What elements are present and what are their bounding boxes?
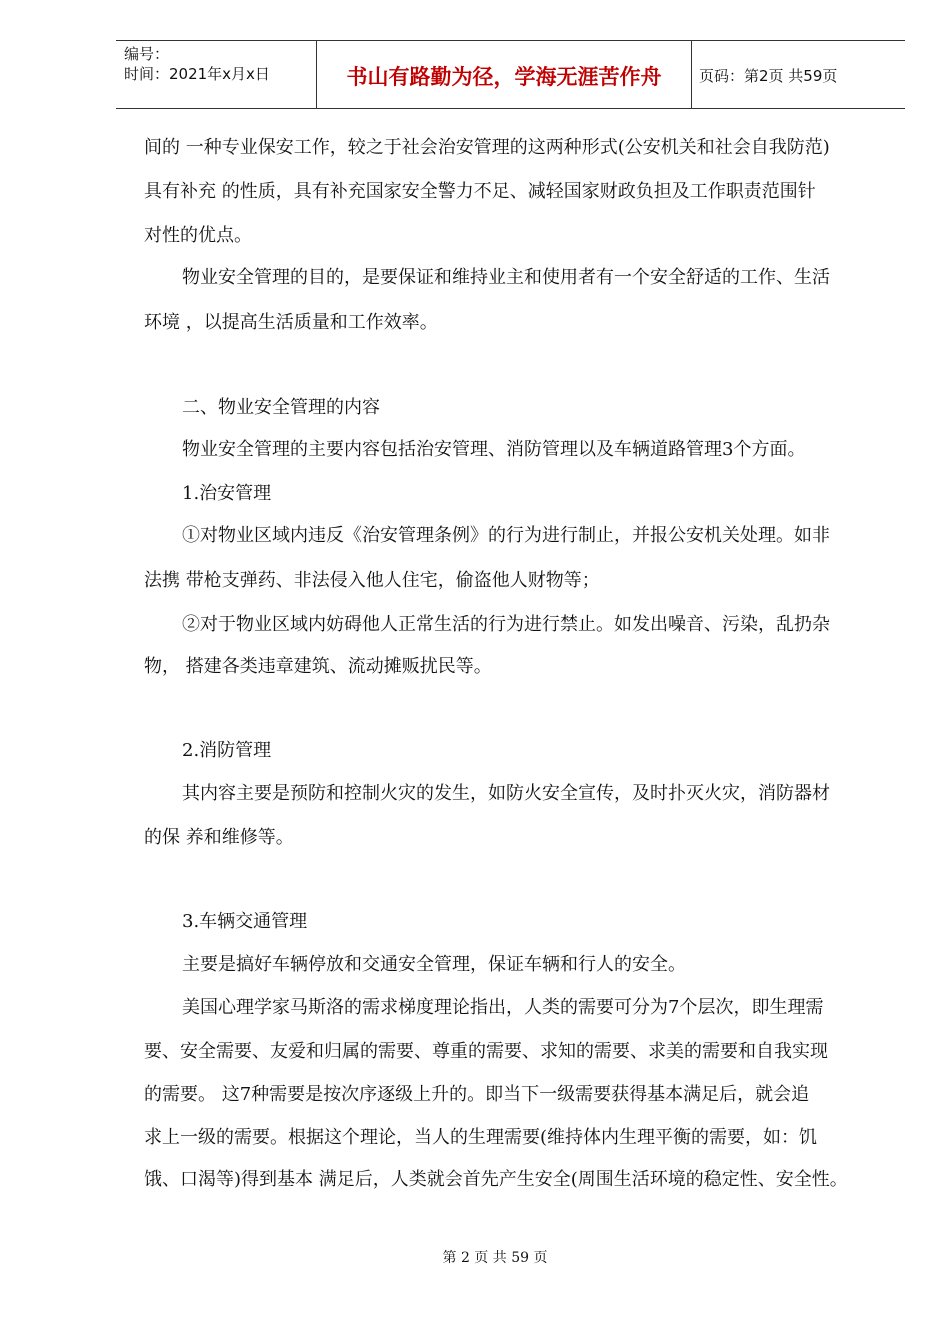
footer-page-number: 第 2 页 共 59 页	[442, 1250, 548, 1266]
document-header	[116, 40, 905, 109]
body-line: 其内容主要是预防和控制火灾的发生，如防火安全宣传，及时扑灭火灾，消防器材	[182, 783, 830, 804]
header-motto-cell	[316, 41, 692, 108]
body-line: 物， 搭建各类违章建筑、流动摊贩扰民等。	[144, 656, 492, 677]
subsection-heading: 3.车辆交通管理	[182, 911, 308, 932]
header-page-cell	[691, 41, 905, 108]
body-line: 的需要。 这7种需要是按次序逐级上升的。即当下一级需要获得基本满足后，就会追	[144, 1084, 810, 1105]
section-heading: 二、物业安全管理的内容	[182, 397, 380, 418]
body-line: ①对物业区域内违反《治安管理条例》的行为进行制止，并报公安机关处理。如非	[182, 525, 830, 546]
body-line: 美国心理学家马斯洛的需求梯度理论指出，人类的需要可分为7个层次，即生理需	[182, 997, 824, 1018]
body-line: 物业安全管理的目的，是要保证和维持业主和使用者有一个安全舒适的工作、生活	[182, 267, 830, 288]
motto: 书山有路勤为径，学海无涯苦作舟	[346, 65, 662, 89]
body-line: 具有补充 的性质，具有补充国家安全警力不足、减轻国家财政负担及工作职责范围针	[144, 181, 816, 202]
body-line: 间的 一种专业保安工作，较之于社会治安管理的这两种形式(公安机关和社会自我防范)	[144, 137, 830, 158]
body-line: 主要是搞好车辆停放和交通安全管理，保证车辆和行人的安全。	[182, 954, 686, 975]
time-label: 时间：2021年x月x日	[124, 65, 270, 83]
body-line: 的保 养和维修等。	[144, 827, 294, 848]
page-footer	[0, 1247, 950, 1267]
body-line: 对性的优点。	[144, 225, 252, 246]
serial-label: 编号：	[124, 45, 170, 63]
body-line: ②对于物业区域内妨碍他人正常生活的行为进行禁止。如发出噪音、污染，乱扔杂	[182, 614, 830, 635]
body-line: 要、安全需要、友爱和归属的需要、尊重的需要、求知的需要、求美的需要和自我实现	[144, 1041, 828, 1062]
body-line: 求上一级的需要。根据这个理论，当人的生理需要(维持体内生理平衡的需要，如：饥	[144, 1127, 818, 1148]
body-line: 物业安全管理的主要内容包括治安管理、消防管理以及车辆道路管理3个方面。	[182, 439, 806, 460]
header-meta-cell	[116, 41, 316, 108]
body-line: 饿、口渴等)得到基本 满足后，人类就会首先产生安全(周围生活环境的稳定性、安全性。	[144, 1169, 848, 1190]
subsection-heading: 2.消防管理	[182, 740, 272, 761]
subsection-heading: 1.治安管理	[182, 483, 272, 504]
page-label: 页码：第2页 共59页	[699, 67, 838, 85]
body-line: 环境 ，以提高生活质量和工作效率。	[144, 312, 438, 333]
body-line: 法携 带枪支弹药、非法侵入他人住宅，偷盗他人财物等；	[144, 570, 600, 591]
